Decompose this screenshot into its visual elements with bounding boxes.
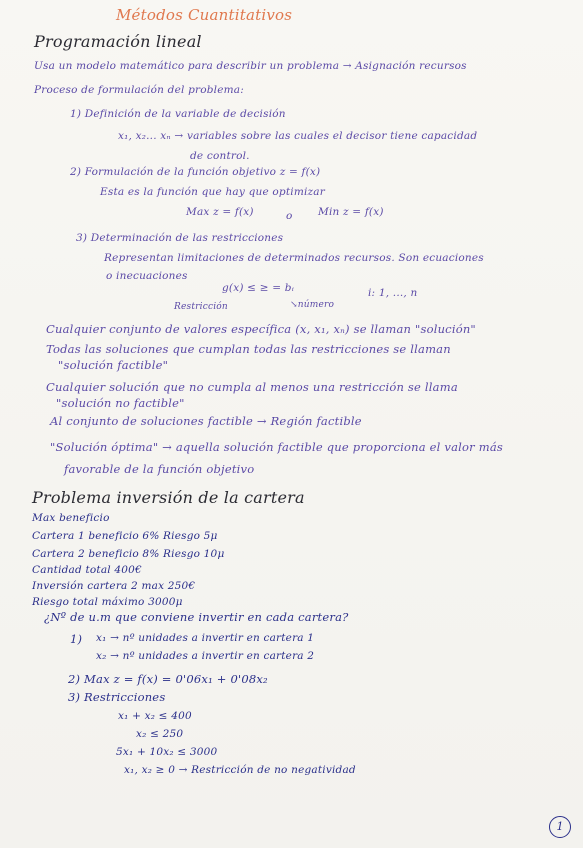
step1-title: 1) Definición de la variable de decisión [70,108,286,120]
section-heading-programacion-lineal: Programación lineal [34,32,202,51]
definition-factible-line1: Todas las soluciones que cumplan todas las restricciones se llaman [46,342,451,356]
data-line-inversion-cartera-2: Inversión cartera 2 max 250€ [32,580,196,592]
answer1-label: 1) [70,632,83,646]
page-title: Métodos Cuantitativos [116,6,293,24]
data-line-riesgo-total: Riesgo total máximo 3000μ [32,596,183,608]
definition-no-factible-line2: "solución no factible" [56,396,185,410]
step3-index: i: 1, ..., n [368,287,418,299]
step3-line2: o inecuaciones [106,270,188,282]
step1-line2: de control. [190,150,250,162]
section-heading-problema-cartera: Problema inversión de la cartera [32,488,305,507]
definition-solucion-optima-line2: favorable de la función objetivo [64,462,255,476]
restriction-2: x₂ ≤ 250 [136,728,184,740]
answer2-objective: 2) Max z = f(x) = 0'06x₁ + 0'08x₂ [68,672,268,686]
definition-factible-line2: "solución factible" [58,358,169,372]
definition-solucion-optima-line1: "Solución óptima" → aquella solución factible que proporciona el valor más [50,440,503,454]
data-line-cantidad-total: Cantidad total 400€ [32,564,142,576]
restriction-3: 5x₁ + 10x₂ ≤ 3000 [116,746,218,758]
page-number: 1 [549,816,571,838]
process-heading: Proceso de formulación del problema: [34,84,244,96]
answer1-line1: x₁ → nº unidades a invertir en cartera 1 [96,632,315,644]
intro-line: Usa un modelo matemático para describir un problema → Asignación recursos [34,60,467,72]
step3-restriction-label: Restricción [174,302,228,312]
answer3-title: 3) Restricciones [68,690,166,704]
definition-region-factible: Al conjunto de soluciones factible → Región factible [50,414,362,428]
data-line-cartera-1: Cartera 1 beneficio 6% Riesgo 5μ [32,530,218,542]
step3-number-label: ↘número [290,300,335,310]
question-line: ¿Nº de u.m que conviene invertir en cada cartera? [44,610,349,624]
step2-or: o [286,210,293,222]
step2-title: 2) Formulación de la función objetivo z = f(x) [70,166,321,178]
step2-max: Max z = f(x) [186,206,254,218]
definition-no-factible-line1: Cualquier solución que no cumpla al menos una restricción se llama [46,380,458,394]
data-line-max-beneficio: Max beneficio [32,512,110,524]
step2-min: Min z = f(x) [318,206,384,218]
restriction-non-negativity: x₁, x₂ ≥ 0 → Restricción de no negatividad [124,764,356,776]
restriction-1: x₁ + x₂ ≤ 400 [118,710,192,722]
answer1-line2: x₂ → nº unidades a invertir en cartera 2 [96,650,315,662]
definition-solucion: Cualquier conjunto de valores específica (x, x₁, xₙ) se llaman "solución" [46,322,476,336]
data-line-cartera-2: Cartera 2 beneficio 8% Riesgo 10μ [32,548,225,560]
step2-line1: Esta es la función que hay que optimizar [100,186,325,198]
step3-line1: Representan limitaciones de determinados recursos. Son ecuaciones [104,252,484,264]
step1-line1: x₁, x₂... xₙ → variables sobre las cuales el decisor tiene capacidad [118,130,478,142]
step3-title: 3) Determinación de las restricciones [76,232,284,244]
step3-formula: g(x) ≤ ≥ = bᵢ [222,282,295,294]
